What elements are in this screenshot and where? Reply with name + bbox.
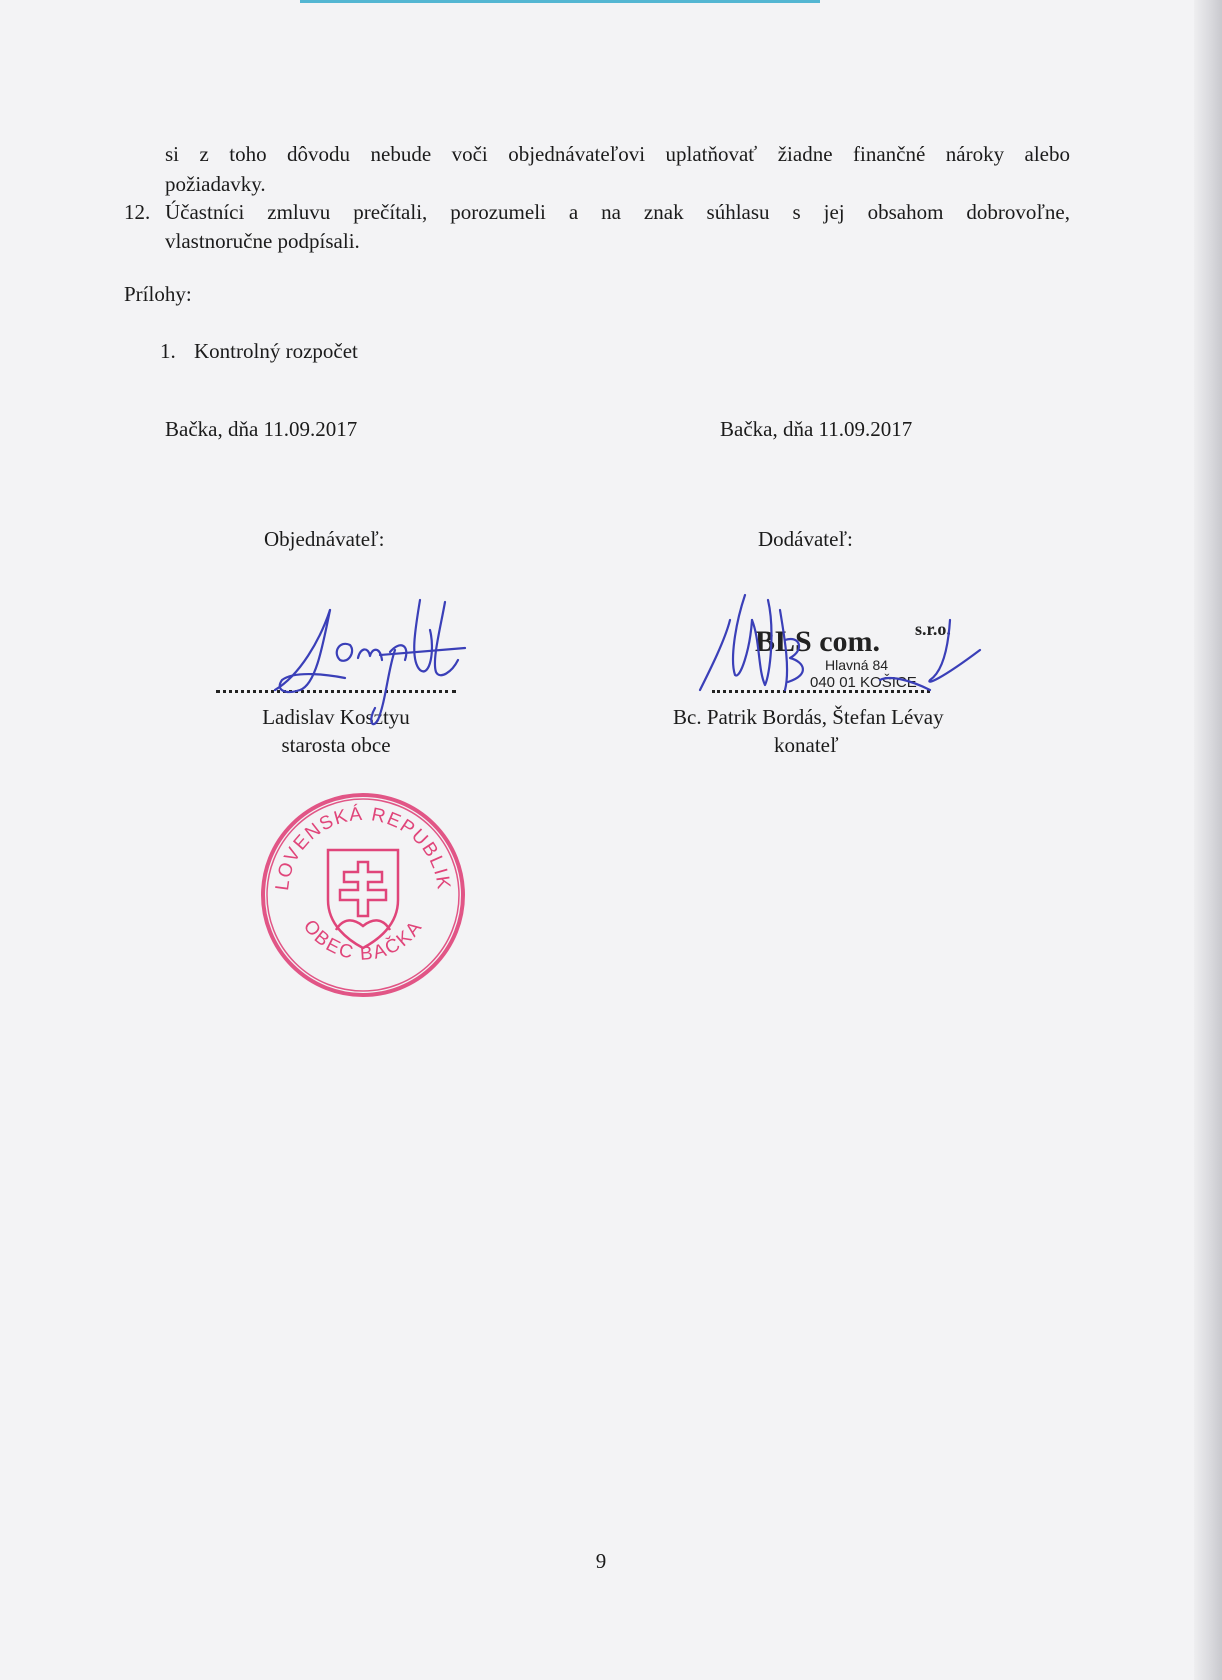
clause-11-continuation-line2: požiadavky.: [165, 172, 266, 196]
page-number: 9: [595, 1549, 607, 1573]
right-signer-title: konateľ: [774, 733, 839, 757]
left-signer-title: starosta obce: [281, 733, 391, 757]
left-handwritten-signature: [260, 590, 480, 740]
right-handwritten-signature: [690, 580, 1010, 710]
left-role-label: Objednávateľ:: [264, 527, 385, 551]
right-place-date: Bačka, dňa 11.09.2017: [720, 417, 913, 441]
company-stamp-suffix: s.r.o.: [915, 619, 951, 639]
clause-11-continuation-line1: si z toho dôvodu nebude voči objednávateľovi uplatňovať žiadne finančné nároky alebo: [165, 142, 1070, 166]
attachments-heading: Prílohy:: [124, 282, 192, 306]
left-place-date: Bačka, dňa 11.09.2017: [165, 417, 358, 441]
left-signer-name: Ladislav Kosztyu: [262, 705, 410, 729]
clause-12-number: 12.: [124, 200, 151, 224]
scan-edge-right: [1194, 0, 1222, 1680]
company-stamp-name: BLS com.: [755, 625, 881, 658]
attachment-label: Kontrolný rozpočet: [194, 339, 358, 363]
municipal-stamp: [250, 774, 468, 1000]
right-role-label: Dodávateľ:: [758, 527, 853, 551]
municipal-stamp-top-text: SLOVENSKÁ REPUBLIKA: [250, 774, 455, 892]
clause-12-line1: Účastníci zmluvu prečítali, porozumeli a na znak súhlasu s jej obsahom dobrovoľne,: [165, 200, 1070, 224]
company-stamp-street: Hlavná 84: [825, 657, 889, 673]
attachment-number: 1.: [160, 339, 176, 363]
municipal-stamp-bottom-text: OBEC BAČKA: [298, 916, 428, 965]
right-signer-name: Bc. Patrik Bordás, Štefan Lévay: [673, 705, 944, 729]
clause-12-line2: vlastnoručne podpísali.: [165, 229, 360, 253]
company-stamp-city: 040 01 KOŠICE: [810, 674, 917, 691]
scan-edge-top: [300, 0, 820, 3]
coat-of-arms-icon: [328, 850, 398, 948]
